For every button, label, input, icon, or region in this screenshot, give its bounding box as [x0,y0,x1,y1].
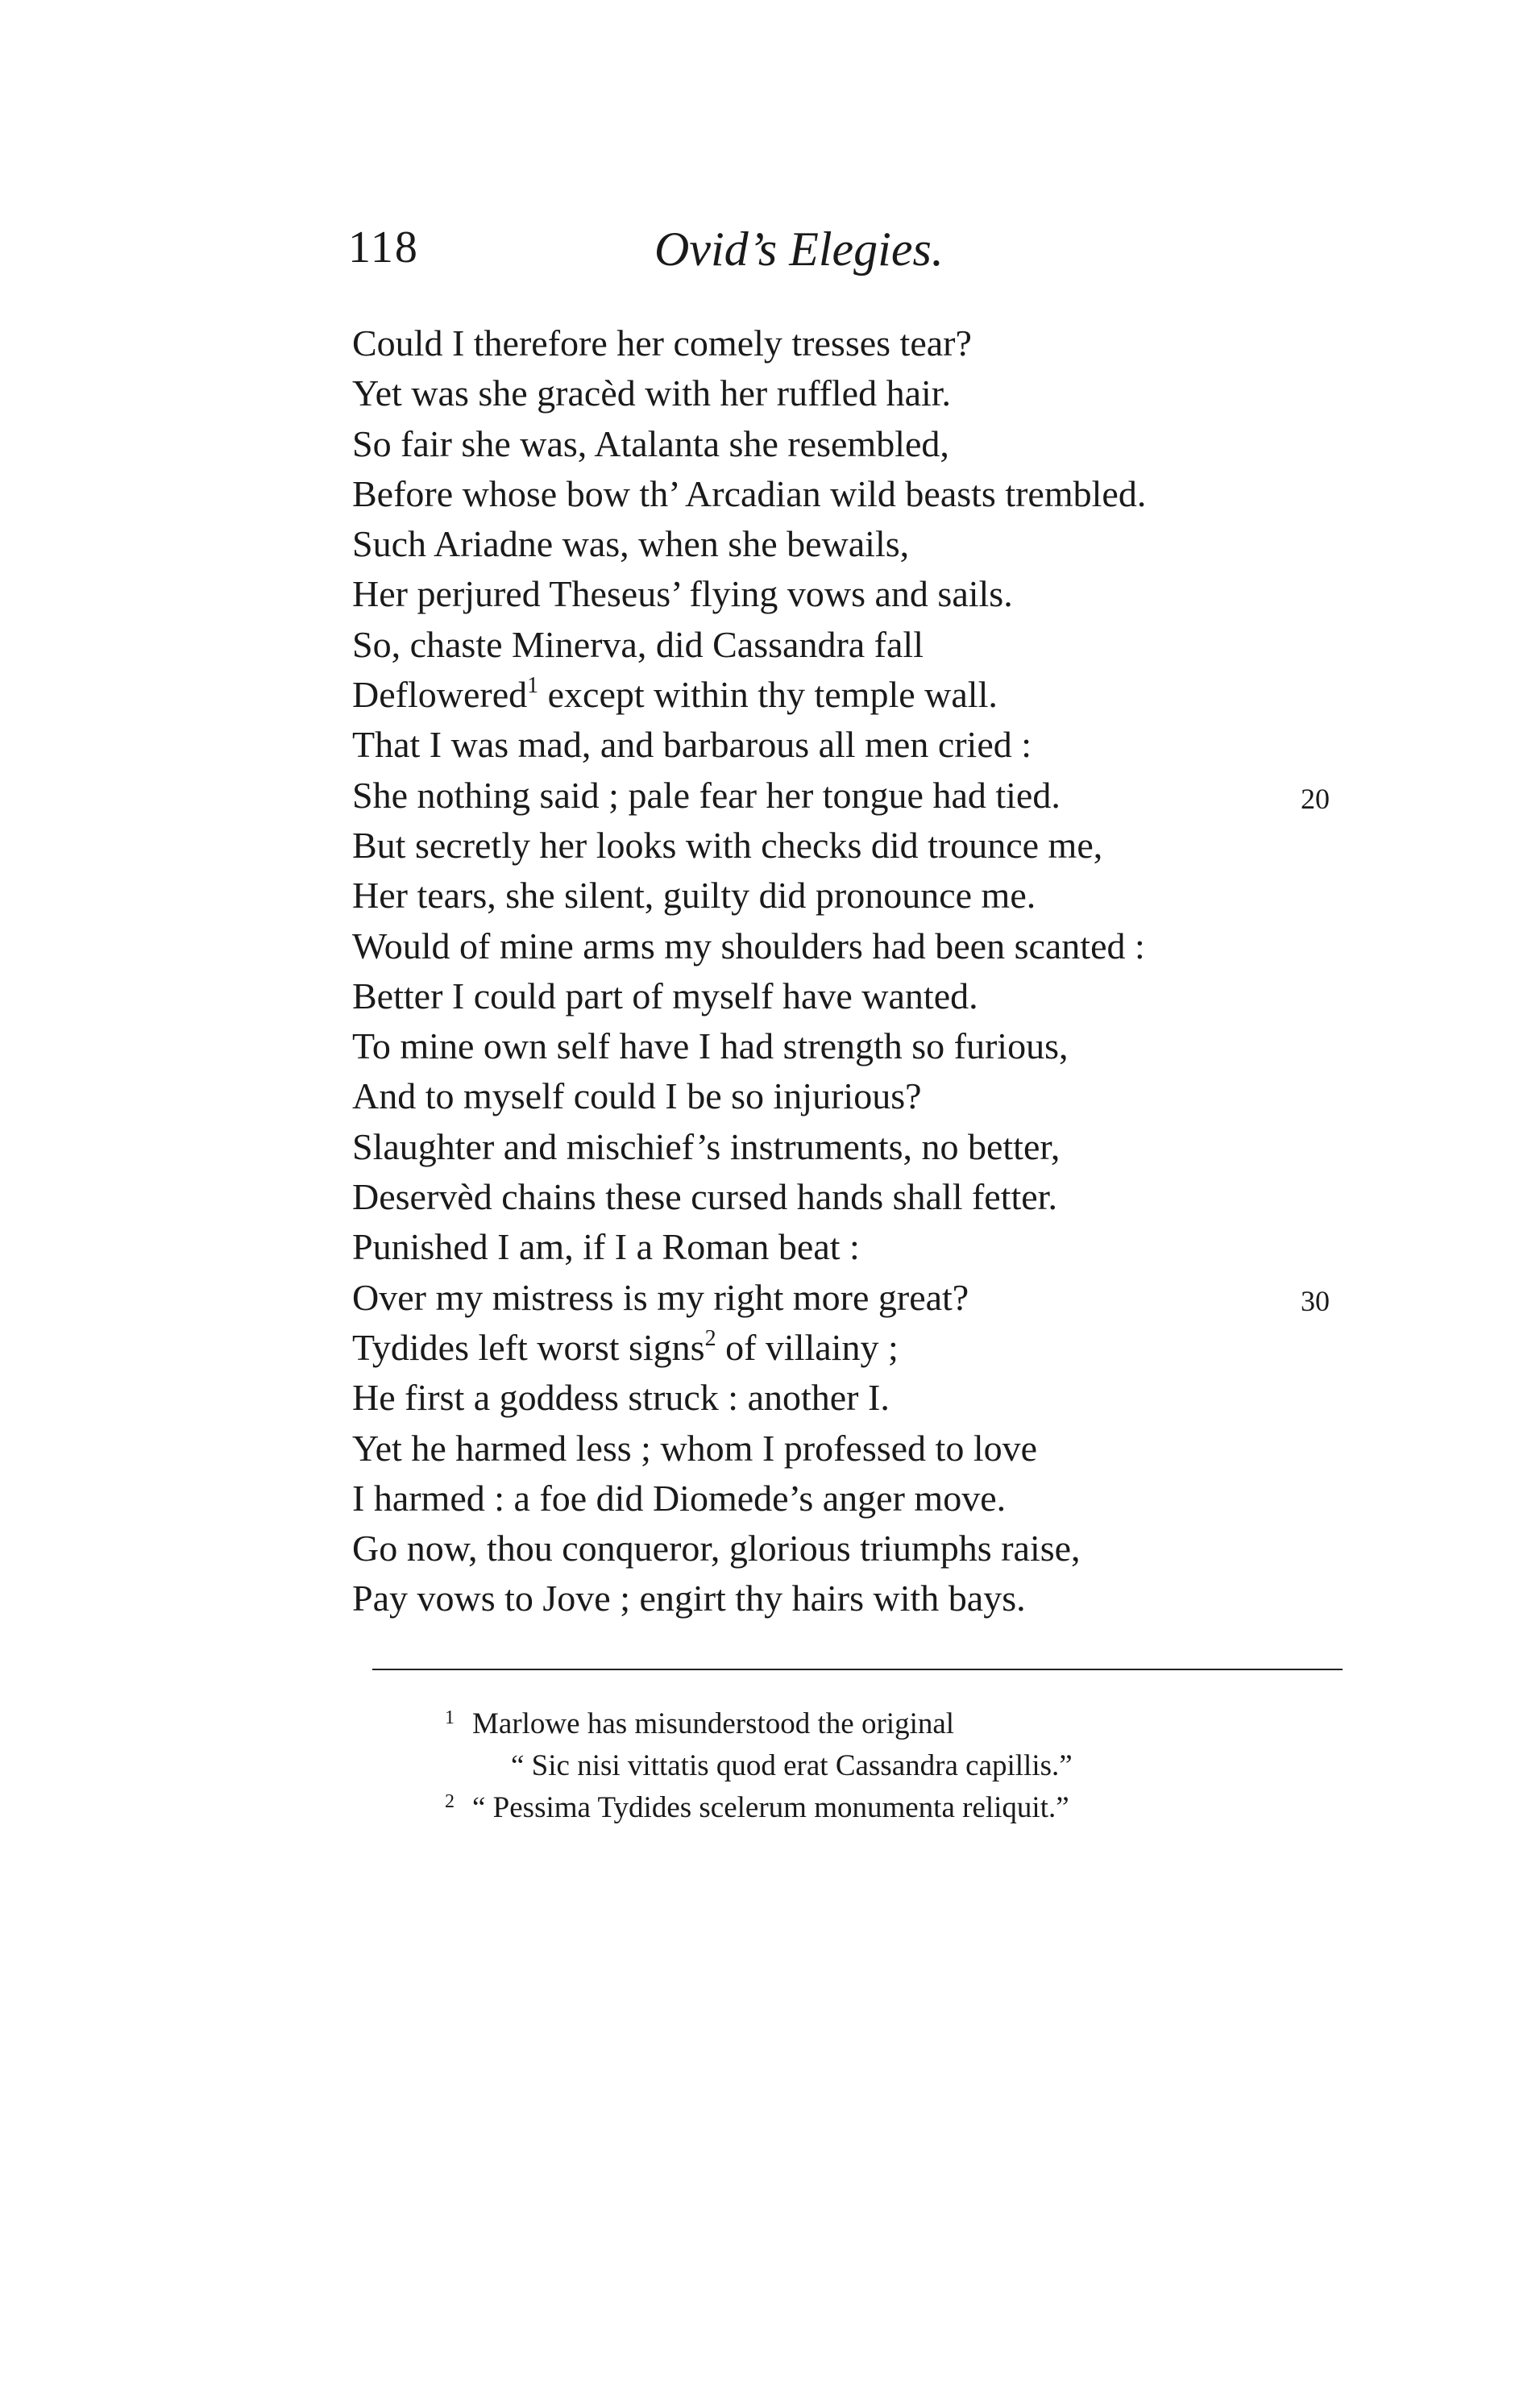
verse-text-continued: of villainy ; [716,1326,899,1368]
verse-text-main: Her perjured Theseus’ flying vows and sails. [352,573,1013,615]
verse-text-main: And to myself could I be so injurious? [352,1075,922,1117]
line-number: 20 [1301,782,1330,815]
verse-text [352,971,978,1021]
verse-text-main: So, chaste Minerva, did Cassandra fall [352,623,924,665]
verse-text [352,569,1013,619]
verse-text [352,519,909,569]
verse-text-main: Deservèd chains these cursed hands shall fetter. [352,1176,1057,1218]
verse-text [352,1071,922,1121]
verse-text-main: Pay vows to Jove ; engirt thy hairs with bays. [352,1578,1026,1619]
verse-text-main: She nothing said ; pale fear her tongue had tied. [352,774,1061,816]
footnote-reference: 1 [527,673,539,699]
verse-line [352,318,1351,368]
verse-text-main: Slaughter and mischief’s instruments, no better, [352,1125,1061,1167]
verse-text [352,720,1032,770]
verse-line [352,670,1351,720]
verse-text [352,419,949,469]
verse-text [352,771,1061,821]
verse-text [352,1373,890,1423]
verse-line [352,1021,1351,1071]
verse-line [352,921,1351,971]
verse-line [352,1524,1351,1574]
verse-text [352,1122,1060,1172]
verse-text [352,1474,1006,1524]
verse-text-main: Deflowered [352,674,528,716]
footnote-text: “ Pessima Tydides scelerum monumenta reliquit.” [472,1791,1069,1824]
verse-line [352,720,1351,770]
verse-text [352,1574,1026,1623]
verse-line [352,1474,1351,1524]
verse-line [352,368,1351,418]
verse-line [352,971,1351,1021]
verse-text-main: Her tears, she silent, guilty did pronounce me. [352,875,1036,917]
verse-line [352,519,1351,569]
poem-body [352,318,1351,1624]
verse-line [352,771,1351,821]
verse-text-main: Punished I am, if I a Roman beat : [352,1226,860,1268]
verse-text [352,620,924,670]
verse-text-main: Would of mine arms my shoulders had been scanted : [352,925,1145,967]
line-number: 30 [1301,1284,1330,1317]
verse-text [352,1323,899,1373]
verse-text [352,821,1102,871]
verse-line [352,620,1351,670]
page-number: 118 [348,222,419,272]
verse-text-main: Such Ariadne was, when she bewails, [352,523,910,565]
verse-text [352,921,1145,971]
footnote-rule [372,1669,1343,1670]
verse-line [352,1122,1351,1172]
verse-text-main: Before whose bow th’ Arcadian wild beasts trembled. [352,472,1147,514]
verse-text [352,1222,860,1272]
footnotes [445,1703,1331,1829]
verse-line [352,1373,1351,1423]
verse-line [352,1424,1351,1474]
verse-text [352,1524,1081,1574]
footnote-text: “ Sic nisi vittatis quod erat Cassandra capillis.” [511,1749,1073,1782]
verse-text [352,670,998,720]
verse-line [352,821,1351,871]
verse-text [352,1273,969,1323]
verse-text-main: He first a goddess struck : another I. [352,1377,890,1419]
running-head [348,222,1339,286]
verse-text-main: That I was mad, and barbarous all men cried : [352,724,1032,766]
verse-text-main: Yet was she gracèd with her ruffled hair. [352,372,952,414]
verse-line [352,419,1351,469]
running-title: Ovid’s Elegies. [654,222,944,276]
verse-text [352,1021,1069,1071]
verse-line [352,1071,1351,1121]
verse-text [352,1424,1037,1474]
verse-line [352,569,1351,619]
verse-line [352,469,1351,519]
verse-line [352,1222,1351,1272]
verse-line [352,1273,1351,1323]
verse-text [352,1172,1057,1222]
verse-line [352,1574,1351,1623]
verse-text-main: To mine own self have I had strength so furious, [352,1025,1069,1067]
verse-text-main: So fair she was, Atalanta she resembled, [352,422,949,464]
verse-text-main: Yet he harmed less ; whom I professed to love [352,1427,1038,1469]
footnote-text: Marlowe has misunderstood the original [472,1707,955,1740]
verse-text-main: Over my mistress is my right more great? [352,1276,969,1318]
verse-line [352,1172,1351,1222]
verse-text-main: Better I could part of myself have wanted. [352,975,978,1016]
verse-text [352,368,951,418]
footnote: 2 “ Pessima Tydides scelerum monumenta reliquit.” [445,1791,1069,1824]
footnote: 1 Marlowe has misunderstood the original [445,1707,955,1740]
verse-text-main: Could I therefore her comely tresses tear? [352,322,972,364]
verse-text-continued: except within thy temple wall. [538,674,998,716]
verse-text-main: Go now, thou conqueror, glorious triumphs raise, [352,1528,1081,1569]
verse-text-main: But secretly her looks with checks did trounce me, [352,824,1103,866]
verse-text [352,469,1146,519]
verse-text [352,871,1036,921]
footnote-reference: 2 [704,1325,716,1351]
verse-line [352,1323,1351,1373]
verse-text-main: I harmed : a foe did Diomede’s anger move. [352,1477,1007,1519]
verse-text [352,318,972,368]
footnote [445,1745,1331,1787]
verse-text-main: Tydides left worst signs [352,1326,705,1368]
verse-line [352,871,1351,921]
